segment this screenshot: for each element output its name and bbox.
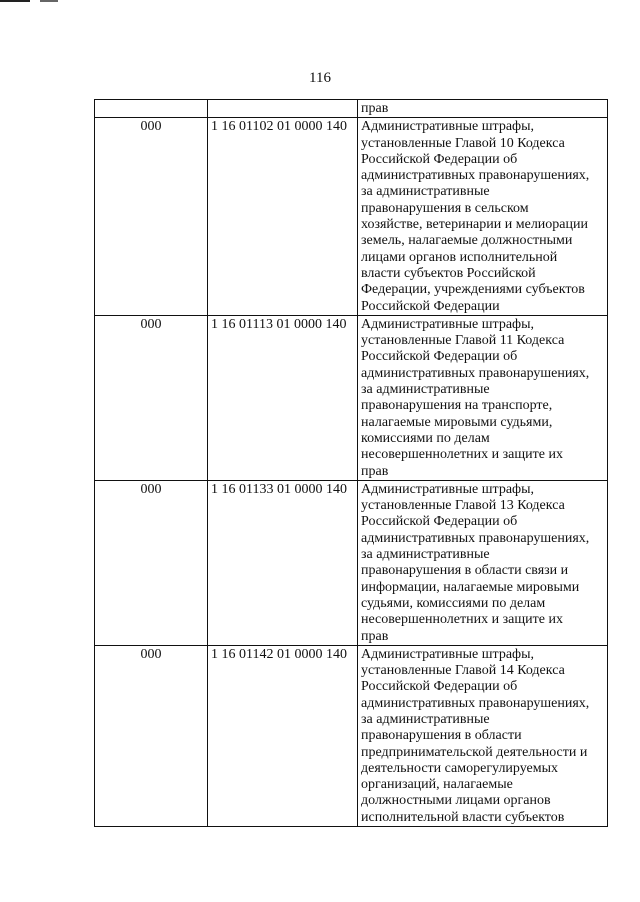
table-row	[95, 100, 608, 118]
admin-code-cell: 000	[95, 480, 208, 645]
admin-code-cell	[95, 100, 208, 118]
budget-codes-table	[94, 99, 608, 827]
description-line: судьями, комиссиями по делам	[361, 595, 546, 611]
table-row	[95, 480, 608, 645]
description-line: Административные штрафы,	[361, 646, 535, 662]
description-line: несовершеннолетних и защите их	[361, 612, 563, 628]
description-line: Федерации, учреждениями субъектов	[361, 282, 585, 298]
description-line: несовершеннолетних и защите их	[361, 447, 563, 463]
table-row	[95, 645, 608, 826]
description-line: Административные штрафы,	[361, 481, 535, 497]
description-line: правонарушения в области	[361, 728, 522, 744]
description-line: земель, налагаемые должностными	[361, 233, 573, 249]
description-line: деятельности саморегулируемых	[361, 760, 559, 776]
scan-artifact	[40, 0, 58, 2]
description-line: хозяйстве, ветеринарии и мелиорации	[361, 217, 588, 233]
description-line: установленные Главой 10 Кодекса	[361, 135, 565, 151]
budget-code-cell: 1 16 01102 01 0000 140	[208, 118, 358, 316]
description-line: Административные штрафы,	[361, 316, 535, 332]
description-cell	[358, 645, 608, 826]
description-line: прав	[361, 463, 389, 479]
description-line: власти субъектов Российской	[361, 265, 536, 281]
budget-code-cell: 1 16 01142 01 0000 140	[208, 645, 358, 826]
budget-code-cell: 1 16 01133 01 0000 140	[208, 480, 358, 645]
description-line: административных правонарушениях,	[361, 365, 590, 381]
table-body	[95, 100, 608, 827]
description-line: за административные	[361, 547, 490, 563]
description-line: за административные	[361, 711, 490, 727]
description-line: информации, налагаемые мировыми	[361, 579, 580, 595]
description-cell	[358, 118, 608, 316]
admin-code-cell: 000	[95, 118, 208, 316]
description-cell	[358, 480, 608, 645]
table-row	[95, 118, 608, 316]
description-line: прав	[361, 101, 389, 116]
description-line: Российской Федерации об	[361, 514, 518, 530]
description-line: Российской Федерации об	[361, 151, 518, 167]
description-line: установленные Главой 13 Кодекса	[361, 498, 565, 514]
description-line: административных правонарушениях,	[361, 168, 590, 184]
description-line: прав	[361, 628, 389, 644]
description-line: комиссиями по делам	[361, 430, 490, 446]
description-line: лицами органов исполнительной	[361, 249, 558, 265]
description-line: Российской Федерации об	[361, 679, 518, 695]
description-line: исполнительной власти субъектов	[361, 809, 565, 825]
description-line: Российской Федерации	[361, 298, 500, 314]
description-line: административных правонарушениях,	[361, 530, 590, 546]
description-line: предпринимательской деятельности и	[361, 744, 588, 760]
description-line: за административные	[361, 184, 490, 200]
description-line: установленные Главой 14 Кодекса	[361, 663, 565, 679]
description-line: правонарушения в сельском	[361, 200, 529, 216]
description-line: налагаемые мировыми судьями,	[361, 414, 553, 430]
description-line: правонарушения на транспорте,	[361, 398, 553, 414]
admin-code-cell: 000	[95, 645, 208, 826]
description-line: правонарушения в области связи и	[361, 563, 569, 579]
description-line: административных правонарушениях,	[361, 695, 590, 711]
scan-artifact	[0, 0, 30, 2]
admin-code-cell: 000	[95, 315, 208, 480]
description-line: установленные Главой 11 Кодекса	[361, 333, 565, 349]
table-row	[95, 315, 608, 480]
description-cell	[358, 100, 608, 118]
budget-code-cell: 1 16 01113 01 0000 140	[208, 315, 358, 480]
description-line: Российской Федерации об	[361, 349, 518, 365]
description-line: должностными лицами органов	[361, 793, 551, 809]
description-line: Административные штрафы,	[361, 119, 535, 135]
description-cell	[358, 315, 608, 480]
budget-code-cell	[208, 100, 358, 118]
page-number: 116	[309, 70, 331, 86]
description-line: за административные	[361, 382, 490, 398]
description-line: организаций, налагаемые	[361, 777, 513, 793]
